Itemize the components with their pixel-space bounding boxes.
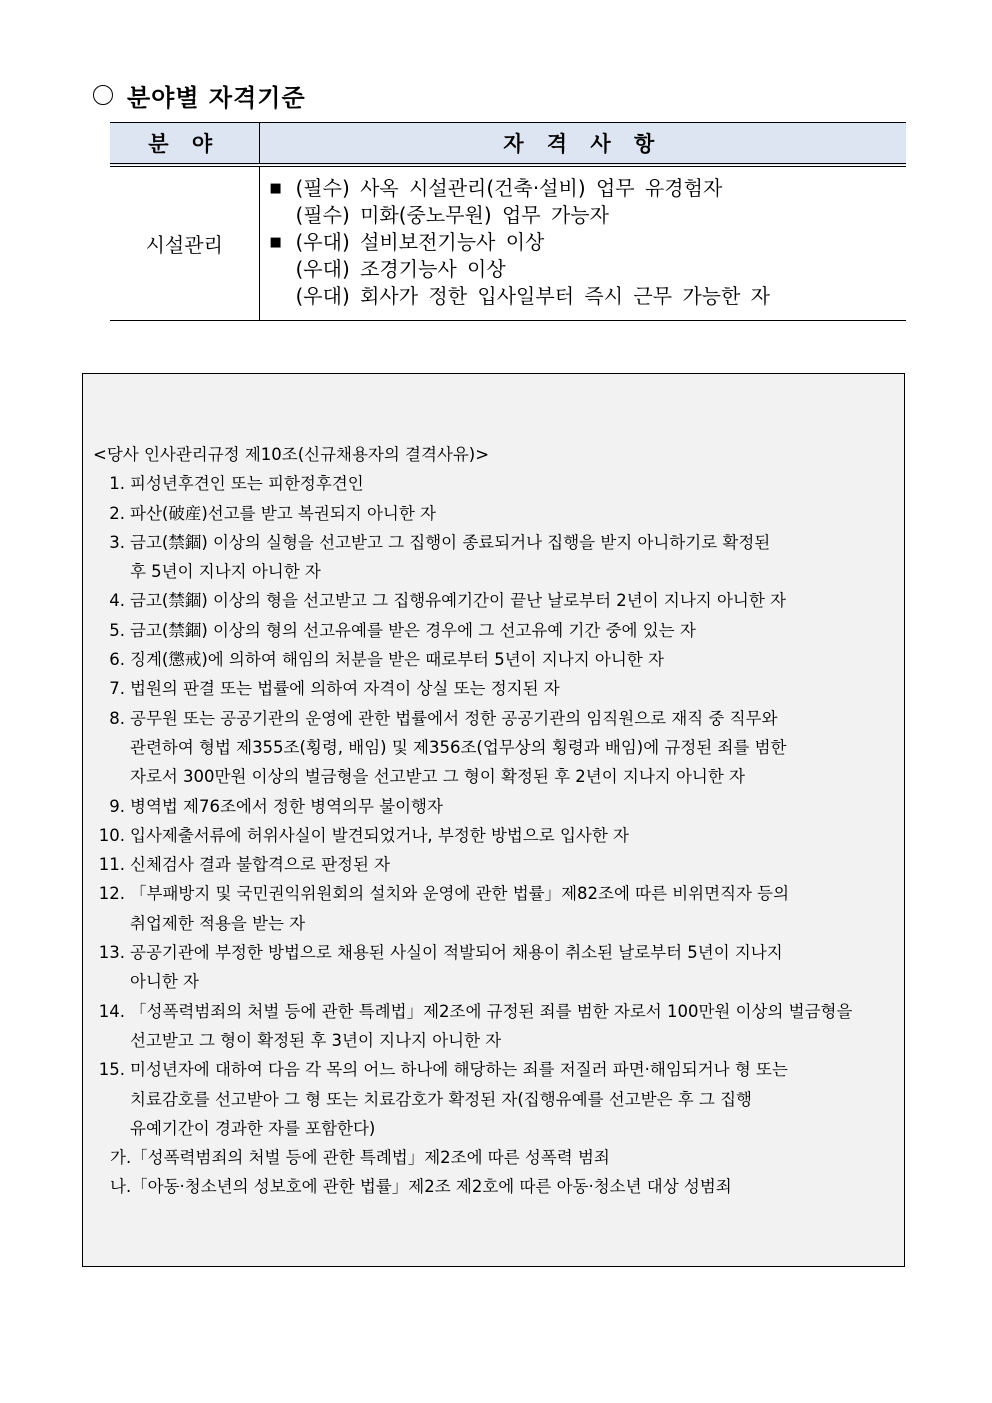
table-header-row (110, 123, 906, 166)
list-item: 14. 「성폭력범죄의 처벌 등에 관한 특례법」제2조에 규정된 죄를 범한 자로서 100만원 이상의 벌금형을 (98, 1001, 853, 1021)
section-heading (93, 78, 306, 112)
regulation-title: <당사 인사관리규정 제10조(신규채용자의 결격사유)> (93, 445, 490, 464)
list-item: 7. 법원의 판결 또는 법률에 의하여 자격이 상실 또는 정지된 자 (109, 679, 560, 699)
list-item: 11. 신체검사 결과 불합격으로 판정된 자 (98, 855, 391, 875)
list-item: 3. 금고(禁錮) 이상의 실형을 선고받고 그 집행이 종료되거나 집행을 받지 아니하기로 확정된 (109, 532, 771, 552)
list-item: 4. 금고(禁錮) 이상의 형을 선고받고 그 집행유예기간이 끝난 날로부터 2년이 지나지 아니한 자 (109, 591, 786, 611)
list-item: 10. 입사제출서류에 허위사실이 발견되었거나, 부정한 방법으로 입사한 자 (98, 825, 629, 845)
qualification-line: (우대) 회사가 정한 입사일부터 즉시 근무 가능한 자 (295, 284, 771, 308)
qualifications-cell (259, 165, 906, 321)
list-item: 6. 징계(懲戒)에 의하여 해임의 처분을 받은 때로부터 5년이 지나지 아니한 자 (109, 650, 664, 670)
qualification-table (110, 122, 906, 321)
list-item: 5. 금고(禁錮) 이상의 형의 선고유예를 받은 경우에 그 선고유예 기간 중에 있는 자 (109, 620, 696, 640)
qualification-line: (필수) 미화(중노무원) 업무 가능자 (295, 203, 609, 227)
list-item: 2. 파산(破産)선고를 받고 복권되지 아니한 자 (109, 503, 436, 523)
qualification-line: (우대) 조경기능사 이상 (295, 257, 506, 281)
list-item-continuation: 후 5년이 지나지 아니한 자 (130, 562, 321, 582)
circle-icon (93, 85, 113, 105)
qualification-line: ■ (필수) 사옥 시설관리(건축·설비) 업무 유경험자 (269, 176, 723, 200)
list-item-continuation: 취업제한 적용을 받는 자 (130, 913, 306, 933)
header-field: 분 야 (110, 123, 259, 166)
header-qualifications: 자 격 사 항 (259, 123, 906, 166)
list-item: 15. 미성년자에 대하여 다음 각 목의 어느 하나에 해당하는 죄를 저질러 파면·해임되거나 형 또는 (98, 1060, 788, 1080)
table-row (110, 165, 906, 321)
list-item: 9. 병역법 제76조에서 정한 병역의무 불이행자 (109, 796, 443, 816)
list-item-continuation: 자로서 300만원 이상의 벌금형을 선고받고 그 형이 확정된 후 2년이 지나지 아니한 자 (130, 767, 745, 787)
list-item: 1. 피성년후견인 또는 피한정후견인 (109, 474, 364, 494)
regulation-box (82, 373, 905, 1267)
list-item-continuation: 선고받고 그 형이 확정된 후 3년이 지나지 아니한 자 (130, 1030, 502, 1050)
list-item-continuation: 관련하여 형법 제355조(횡령, 배임) 및 제356조(업무상의 횡령과 배임)에 규정된 죄를 범한 (130, 737, 787, 757)
list-item: 13. 공공기관에 부정한 방법으로 채용된 사실이 적발되어 채용이 취소된 날로부터 5년이 지나지 (98, 943, 783, 963)
sub-item: 가.「성폭력범죄의 처벌 등에 관한 특례법」제2조에 따른 성폭력 범죄 (110, 1148, 610, 1168)
sub-item: 나.「아동·청소년의 성보호에 관한 법률」제2조 제2호에 따른 아동·청소년 대상 성범죄 (110, 1177, 732, 1197)
square-bullet-icon: ■ (269, 235, 282, 250)
list-item-continuation: 치료감호를 선고받아 그 형 또는 치료감호가 확정된 자(집행유예를 선고받은 후 그 집행 (130, 1089, 752, 1109)
list-item-continuation: 유예기간이 경과한 자를 포함한다) (130, 1118, 376, 1138)
list-item: 12. 「부패방지 및 국민권익위원회의 설치와 운영에 관한 법률」제82조에 따른 비위면직자 등의 (98, 884, 790, 904)
square-bullet-icon: ■ (269, 181, 282, 196)
qualification-line: ■ (우대) 설비보전기능사 이상 (269, 230, 545, 254)
heading-title: 분야별 자격기준 (127, 82, 306, 112)
list-item-continuation: 아니한 자 (130, 972, 200, 992)
field-cell: 시설관리 (110, 165, 259, 321)
list-item: 8. 공무원 또는 공공기관의 운영에 관한 법률에서 정한 공공기관의 임직원으로 재직 중 직무와 (109, 708, 778, 728)
